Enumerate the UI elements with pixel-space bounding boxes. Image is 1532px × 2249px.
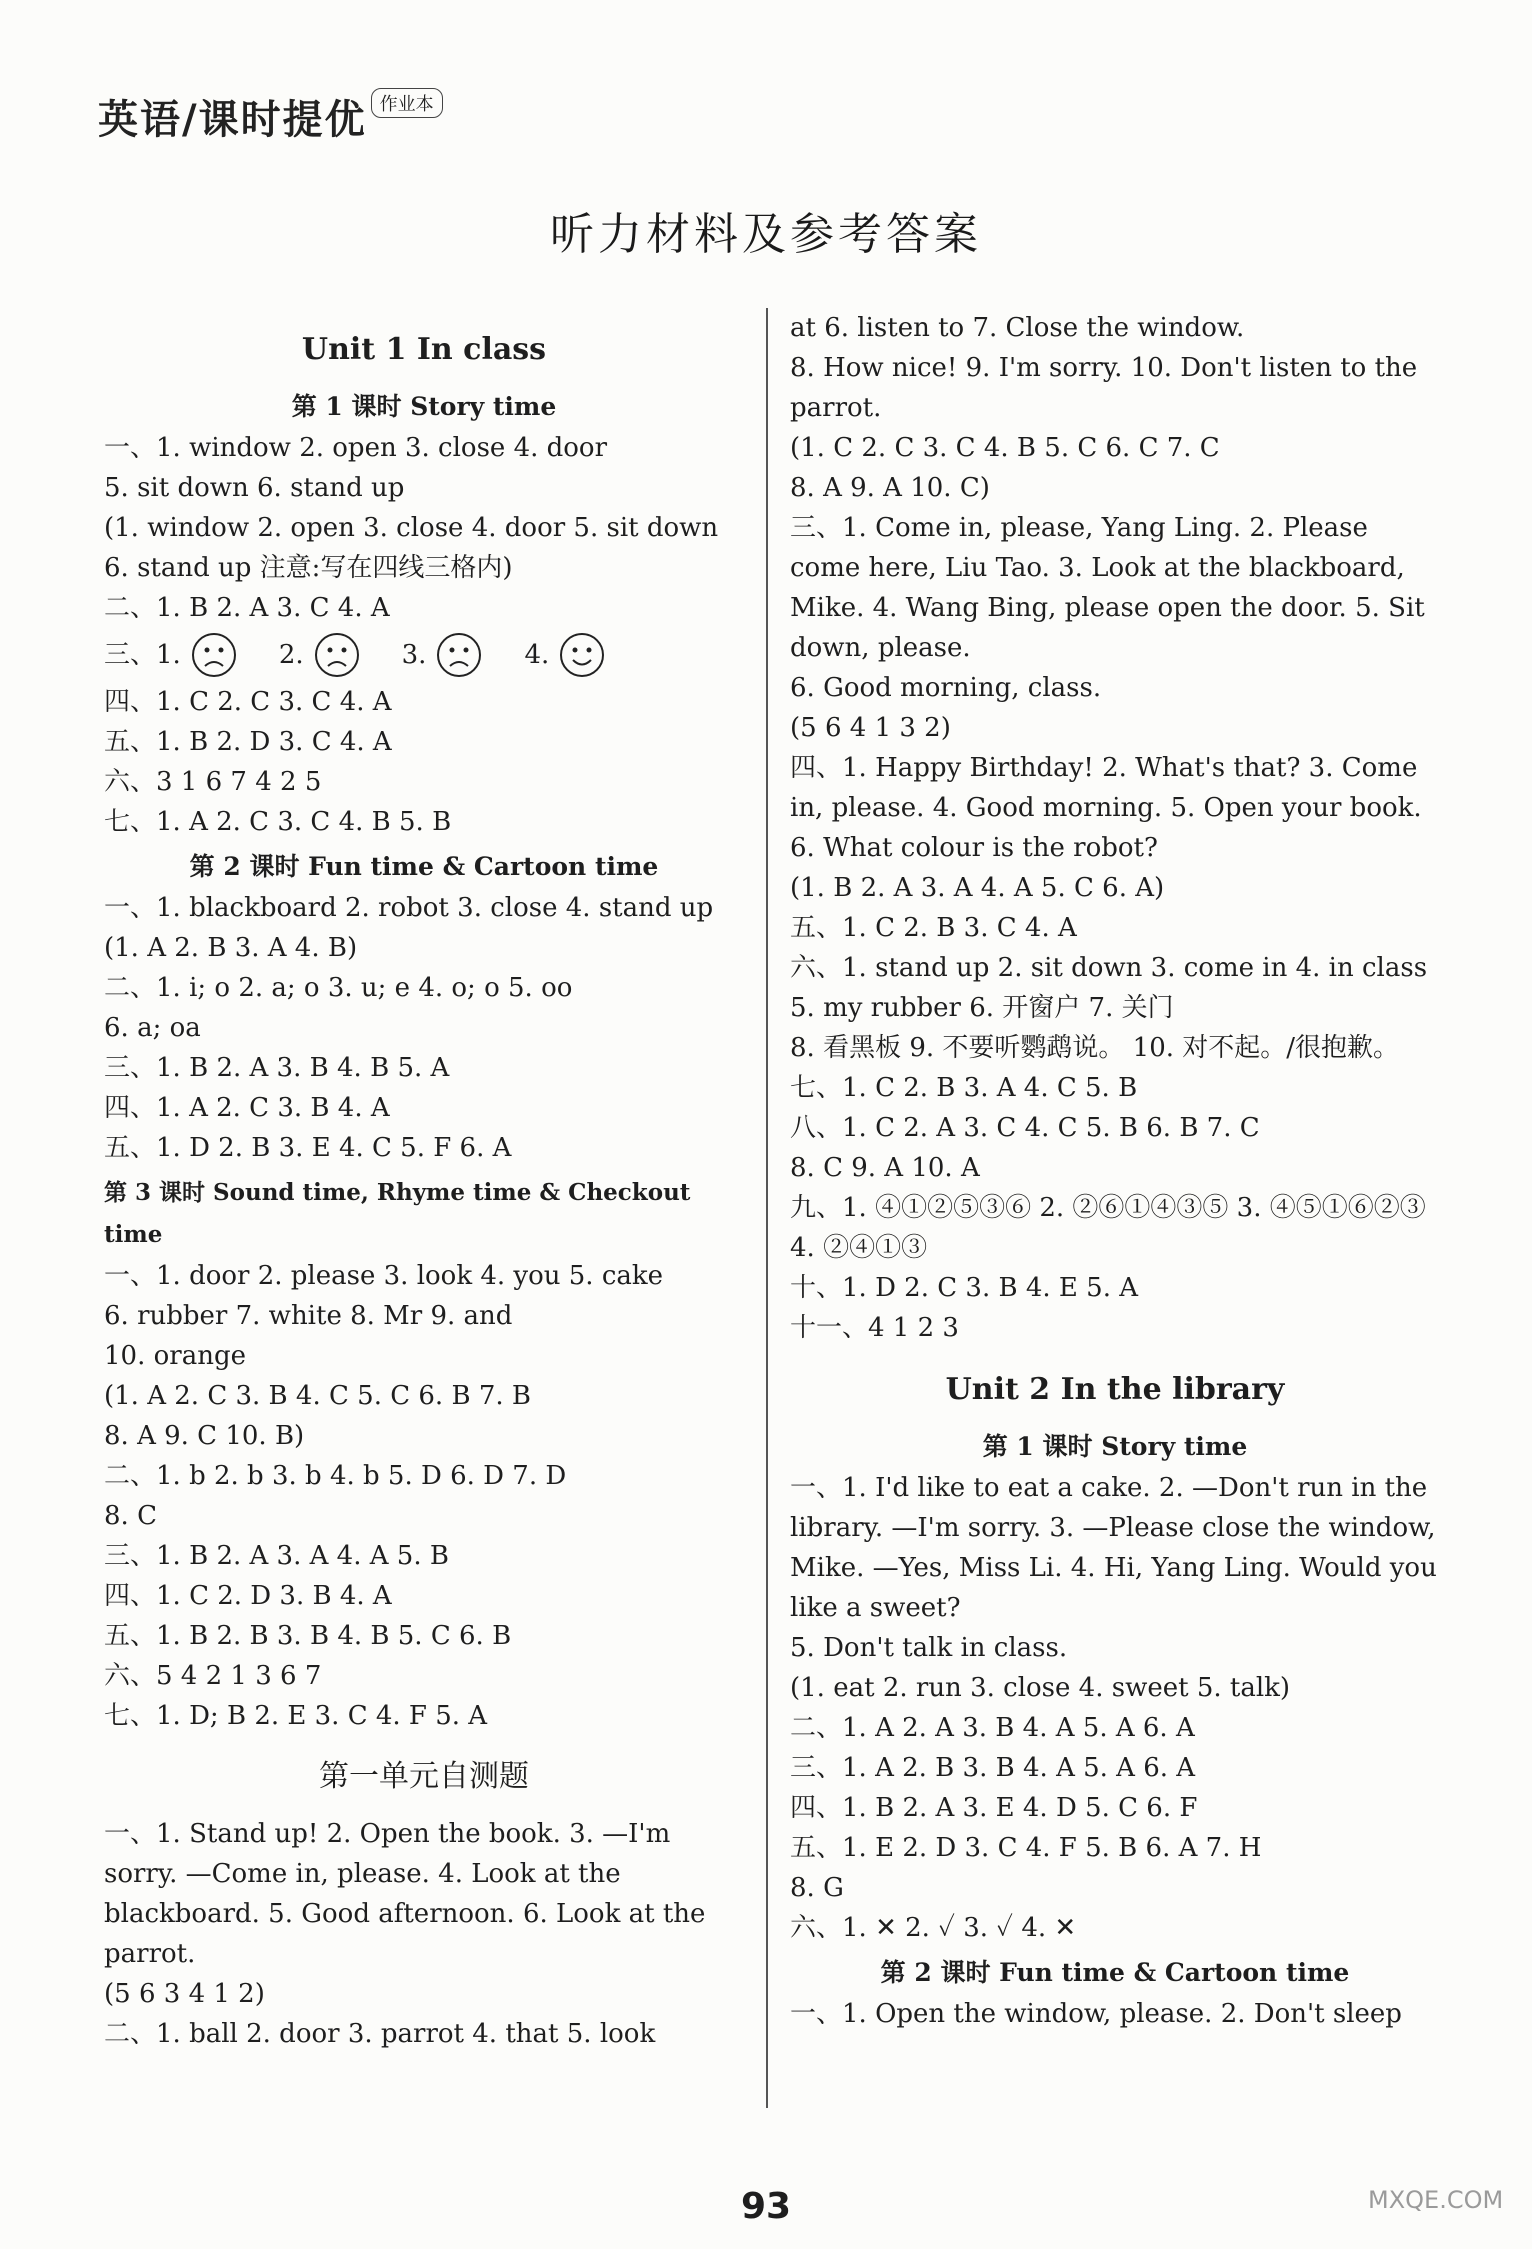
answer-line: (1. B 2. A 3. A 4. A 5. C 6. A) (790, 873, 1165, 903)
face-label: 4. (524, 640, 550, 670)
left-column (104, 308, 744, 2054)
book-header (98, 88, 443, 145)
answer-line: 8. How nice! 9. I'm sorry. 10. Don't listen to the parrot. (790, 353, 1418, 423)
answer-line: 8. A 9. A 10. C) (790, 473, 990, 503)
answer-line: 一、1. blackboard 2. robot 3. close 4. stand up (104, 893, 714, 923)
book-title: 英语/课时提优 (98, 97, 367, 143)
answer-line: (5 6 4 1 3 2) (790, 713, 951, 743)
answer-line: 8. 看黑板 9. 不要听鹦鹉说。 10. 对不起。/很抱歉。 (790, 1033, 1400, 1063)
answer-line: (1. window 2. open 3. close 4. door 5. sit down 6. stand up 注意:写在四线三格内) (104, 513, 719, 583)
book-tag: 作业本 (371, 88, 443, 118)
answer-line: at 6. listen to 7. Close the window. (790, 313, 1245, 343)
answer-line: (1. eat 2. run 3. close 4. sweet 5. talk) (790, 1673, 1291, 1703)
answer-line: 六、3 1 6 7 4 2 5 (104, 767, 322, 797)
unit-title: Unit 1 In class (301, 332, 547, 367)
answer-line: 6. rubber 7. white 8. Mr 9. and (104, 1301, 513, 1331)
answer-line: 一、1. door 2. please 3. look 4. you 5. cake (104, 1261, 664, 1291)
answer-line: 二、1. ball 2. door 3. parrot 4. that 5. look (104, 2019, 656, 2049)
answer-line: 三、1. A 2. B 3. B 4. A 5. A 6. A (790, 1753, 1196, 1783)
answer-line: 一、1. I'd like to eat a cake. 2. —Don't run in the library. —I'm sorry. 3. —Please close the window, Mike. —Yes, Miss Li. 4. Hi, Yang Ling. Would you like a sweet? (790, 1473, 1437, 1623)
answer-line: 六、1. ✕ 2. ✓ 3. ✓ 4. ✕ (790, 1913, 1077, 1943)
answer-line: 七、1. A 2. C 3. C 4. B 5. B (104, 807, 452, 837)
face-label: 2. (278, 640, 304, 670)
section-heading: 第 2 课时 Fun time & Cartoon time (189, 852, 659, 881)
answer-line: 三、1. B 2. A 3. B 4. B 5. A (104, 1053, 450, 1083)
answer-line: 8. A 9. C 10. B) (104, 1421, 305, 1451)
answer-line: 6. a; oa (104, 1013, 201, 1043)
answer-line: 七、1. C 2. B 3. A 4. C 5. B (790, 1073, 1138, 1103)
answer-line: 十一、4 1 2 3 (790, 1313, 959, 1343)
answer-line: 三、1. B 2. A 3. A 4. A 5. B (104, 1541, 449, 1571)
answer-line: (1. A 2. B 3. A 4. B) (104, 933, 358, 963)
answer-line: 二、1. B 2. A 3. C 4. A (104, 593, 390, 623)
answer-line: 二、1. b 2. b 3. b 4. b 5. D 6. D 7. D (104, 1461, 567, 1491)
answer-line: 8. C 9. A 10. A (790, 1153, 980, 1183)
answer-line: 一、1. Open the window, please. 2. Don't sleep (790, 1999, 1402, 2029)
answer-line: 六、5 4 2 1 3 6 7 (104, 1661, 322, 1691)
answer-line: 五、1. D 2. B 3. E 4. C 5. F 6. A (104, 1133, 512, 1163)
section-heading: 第 1 课时 Story time (291, 392, 557, 421)
faces-label: 三、1. (104, 640, 181, 670)
answer-line: 四、1. B 2. A 3. E 4. D 5. C 6. F (790, 1793, 1198, 1823)
self-test-heading: 第一单元自测题 (319, 1759, 529, 1794)
answer-line: (1. A 2. C 3. B 4. C 5. C 6. B 7. B (104, 1381, 532, 1411)
happy-face-icon (559, 632, 605, 678)
face-label: 3. (401, 640, 427, 670)
answer-line: 四、1. A 2. C 3. B 4. A (104, 1093, 390, 1123)
answer-line: 10. orange (104, 1341, 246, 1371)
answer-line: 十、1. D 2. C 3. B 4. E 5. A (790, 1273, 1139, 1303)
answer-line: 5. sit down 6. stand up (104, 473, 405, 503)
answer-line: 九、1. ④①②⑤③⑥ 2. ②⑥①④③⑤ 3. ④⑤①⑥②③ 4. ②④①③ (790, 1193, 1426, 1263)
answer-line: 二、1. i; o 2. a; o 3. u; e 4. o; o 5. oo (104, 973, 573, 1003)
answer-line: 七、1. D; B 2. E 3. C 4. F 5. A (104, 1701, 488, 1731)
answer-line: 六、1. stand up 2. sit down 3. come in 4. in class 5. my rubber 6. 开窗户 7. 关门 (790, 953, 1428, 1023)
answer-line: 八、1. C 2. A 3. C 4. C 5. B 6. B 7. C (790, 1113, 1260, 1143)
sad-face-icon (191, 632, 237, 678)
answer-line: (1. C 2. C 3. C 4. B 5. C 6. C 7. C (790, 433, 1220, 463)
answer-line: 一、1. Stand up! 2. Open the book. 3. —I'm sorry. —Come in, please. 4. Look at the blackboard. 5. Good afternoon. 6. Look at the parrot. (104, 1819, 706, 1969)
answer-line: 五、1. B 2. D 3. C 4. A (104, 727, 392, 757)
answer-line: 二、1. A 2. A 3. B 4. A 5. A 6. A (790, 1713, 1195, 1743)
watermark: MXQE.COM (1368, 2186, 1504, 2214)
faces-row (104, 628, 744, 682)
answer-line: 四、1. C 2. D 3. B 4. A (104, 1581, 392, 1611)
answer-line: 五、1. E 2. D 3. C 4. F 5. B 6. A 7. H (790, 1833, 1262, 1863)
answer-line: 五、1. C 2. B 3. C 4. A (790, 913, 1077, 943)
sad-face-icon (314, 632, 360, 678)
unit-title: Unit 2 In the library (945, 1372, 1285, 1407)
answer-line: 三、1. Come in, please, Yang Ling. 2. Please come here, Liu Tao. 3. Look at the blackboard, Mike. 4. Wang Bing, please open the door. 5. Sit down, please. (790, 513, 1425, 663)
answer-line: 8. C (104, 1501, 157, 1531)
answer-line: 5. Don't talk in class. (790, 1633, 1068, 1663)
column-divider (766, 308, 768, 2108)
answer-line: 一、1. window 2. open 3. close 4. door (104, 433, 608, 463)
answer-line: 四、1. C 2. C 3. C 4. A (104, 687, 392, 717)
answer-line: 6. Good morning, class. (790, 673, 1102, 703)
answer-line: 8. G (790, 1873, 844, 1903)
answer-line: 四、1. Happy Birthday! 2. What's that? 3. Come in, please. 4. Good morning. 5. Open your book. 6. What colour is the robot? (790, 753, 1422, 863)
sad-face-icon (436, 632, 482, 678)
answer-line: 五、1. B 2. B 3. B 4. B 5. C 6. B (104, 1621, 512, 1651)
section-heading: 第 2 课时 Fun time & Cartoon time (880, 1958, 1350, 1987)
page-number: 93 (740, 2186, 792, 2227)
section-heading: 第 1 课时 Story time (982, 1432, 1248, 1461)
page-title: 听力材料及参考答案 (550, 209, 982, 260)
section-heading: 第 3 课时 Sound time, Rhyme time & Checkout time (104, 1179, 691, 1248)
right-column (790, 308, 1440, 2034)
answer-line: (5 6 3 4 1 2) (104, 1979, 265, 2009)
